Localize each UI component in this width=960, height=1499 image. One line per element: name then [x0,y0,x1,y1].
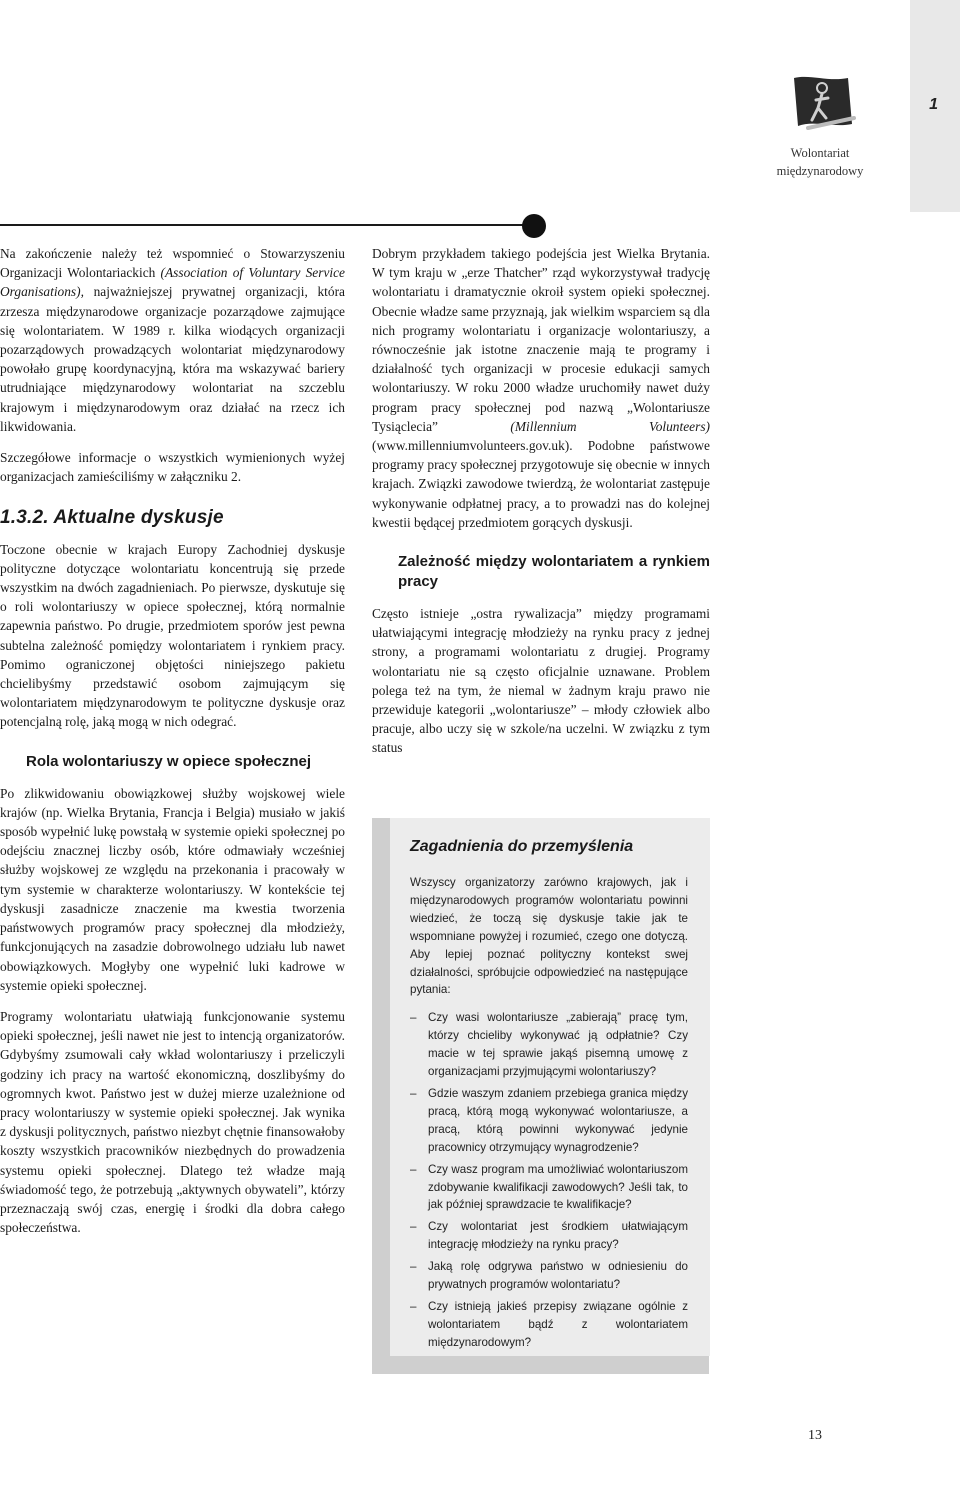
paragraph: Toczone obecnie w krajach Europy Zachodniej dyskusje polityczne dotyczące wolontariatu koncentrują się przede wszystkim na dwóch zagadnieniach. Po pierwsze, dyskutuje się o roli wolontariuszy w opiece społecznej, którą normalnie zapewnia państwo. Po drugie, przedmiotem sporów jest pewna subtelna zależność pomiędzy wolontariatem i rynkiem pracy. Pomimo ograniczonej objętości niniejszego pakietu chcielibyśmy przedstawić osobom zajmującym się wolontariatem międzynarodowym te polityczne dyskusje oraz potencjalną rolę, jaką mogą w nich odegrać. [0,541,345,730]
flag-with-figure-icon [788,72,868,136]
list-item: – Jaką rolę odgrywa państwo w odniesieniu do prywatnych programów wolontariatu? [410,1258,688,1294]
chapter-sidebar [910,0,960,212]
left-column [0,244,345,1249]
paragraph: Szczegółowe informacje o wszystkich wymienionych wyżej organizacjach zamieściliśmy w załączniku 2. [0,450,345,485]
list-item: – Gdzie waszym zdaniem przebiega granica między pracą, którą mogą wykonywać wolontariusze, a pracą, którą powinni wykonywać jedynie pracownicy otrzymujący wynagrodzenie? [410,1085,688,1157]
subheading: Rola wolontariuszy w opiece społecznej [26,752,312,770]
question-list [410,1009,688,1351]
box-intro: Wszyscy organizatorzy zarówno krajowych, jak i międzynarodowych programów wolontariatu powinni wiedzieć, że toczą się dyskusje takie jak te wspomniane powyżej i rozumieć, czego one dotyczą. Aby lepiej poznać polityczny kontekst swej działalności, spróbujcie odpowiedzieć na następujące pytania: [410,876,688,997]
paragraph: Po zlikwidowaniu obowiązkowej służby wojskowej wiele krajów (np. Wielka Brytania, Francja i Belgia) musiało w jakiś sposób wypełnić lukę powstałą w systemie opieki społecznej po odejściu znacznej liczby osób, które odmawiały wcześniej służby wojskowej ze względu na przekonania i pracowały w tym systemie w charakterze wolontariuszy. W kontekście tej dyskusji zasadnicze znaczenie ma kwestia tworzenia państwowych programów pracy społecznej dla młodzieży, funkcjonujących na zasadzie dobrowolnego udziału lub nawet obowiązkowych. Mogłyby one wypełnić luki kadrowe w systemie opieki społecznej. [0,785,345,993]
reflection-box [390,818,710,1356]
list-item: – Czy wasz program ma umożliwiać wolontariuszom zdobywanie kwalifikacji zawodowych? Jeśli tak, to jak później sprawdzacie te kwalifikacje? [410,1161,688,1215]
list-item: – Czy wolontariat jest środkiem ułatwiającym integrację młodzieży na rynku pracy? [410,1218,688,1254]
paragraph: Dobrym przykładem takiego podejścia jest Wielka Brytania. W tym kraju w „erze Thatcher” rząd wykorzystywał tradycję wolontariatu i dramatycznie okroił system opieki społecznej. Obecnie władze same przyznają, jak wielkim wsparciem są dla nich programy wolontariatu i organizacje wolontariuszy, a równocześnie jak istotne znaczenie mają te programy i działalność tych organizacji w procesie edukacji samych wolontariuszy. W roku 2000 władze uruchomiły nawet duży program pracy społecznej pod nazwą „Wolontariusze Tysiąclecia” (Millennium Volunteers) (www.millenniumvolunteers.gov.uk). Podobne państwowe programy pracy społecznej przygotowuje się obecnie w innych krajach. Związki zawodowe twierdzą, że wolontariat zastępuje wykonywanie odpłatnej pracy, a to prowadzi nas do kolejnej kwestii będącej przedmiotem gorących dyskusji. [372,246,710,530]
list-item: – Czy istnieją jakieś przepisy związane ogólnie z wolontariatem bądź z wolontariatem międzynarodowym? [410,1298,688,1352]
section-divider [0,224,528,226]
box-title: Zagadnienia do przemyślenia [410,838,634,855]
box-body [410,874,688,1356]
section-heading: 1.3.2. Aktualne dyskusje [0,507,224,529]
paragraph: Programy wolontariatu ułatwiają funkcjonowanie systemu opieki społecznej, jeśli nawet nie jest to intencją organizatorów. Gdybyśmy zsumowali cały wkład wolontariuszy i przeliczyli godziny ich pracy na wartość ekonomiczną, doszlibyśmy do ogromnych kwot. Państwo jest w dużej mierze uzależnione od pracy wolontariuszy w systemie opieki społecznej. Jak wynika z dyskusji politycznych, państwo niezbyt chętnie finansowałoby koszty wszystkich pracowników niezbędnych do prowadzenia systemu opieki społecznej. Dlatego też władze mają świadomość tego, że potrzebują „aktywnych obywateli”, którzy przeznaczają swój czas, energię i środki dla dobra całego społeczeństwa. [0,1008,345,1236]
list-item: – Czy wasi wolontariusze „zabierają” pracę tym, którzy chcieliby wykonywać ją odpłatnie? Czy macie w tej sprawie jakąś pisemną umowę z organizacjami przyjmującymi wolontariuszy? [410,1009,688,1081]
right-column [372,244,710,770]
chapter-number: 1 [929,96,938,113]
paragraph: Często istnieje „ostra rywalizacja” między programami ułatwiającymi integrację młodzieży na rynku pracy z jednej strony, a programami wolontariatu z drugiej. Programy wolontariatu nie są często oficjalnie uznawane. Problem polega też na tym, że niemal w żadnym kraju prawo nie przewiduje kategorii „wolontariusze” – młody człowiek albo pracuje, albo uczy się w szkole/na uczelni. W związku z tym status [372,606,710,756]
page-number: 13 [808,1428,822,1443]
paragraph: Na zakończenie należy też wspomnieć o Stowarzyszeniu Organizacji Wolontariackich (Association of Voluntary Service Organisations), najważniejszej prywatnej organizacji, która zrzesza międzynarodowe organizacje pozarządowe zajmujące się wolontariatem. W 1989 r. kilka wiodących organizacji pozarządowych prowadzących wolontariat międzynarodowy powołało grupę koordynacyjną, która ma wskazywać bariery utrudniające międzynarodowy wolontariat na szczeblu krajowym i międzynarodowym oraz działać na rzecz ich likwidowania. [0,246,345,434]
subheading: Zależność między wolontariatem a rynkiem pracy [398,553,710,591]
chapter-title: Wolontariat międzynarodowy [776,146,864,178]
divider-dot [522,214,546,238]
